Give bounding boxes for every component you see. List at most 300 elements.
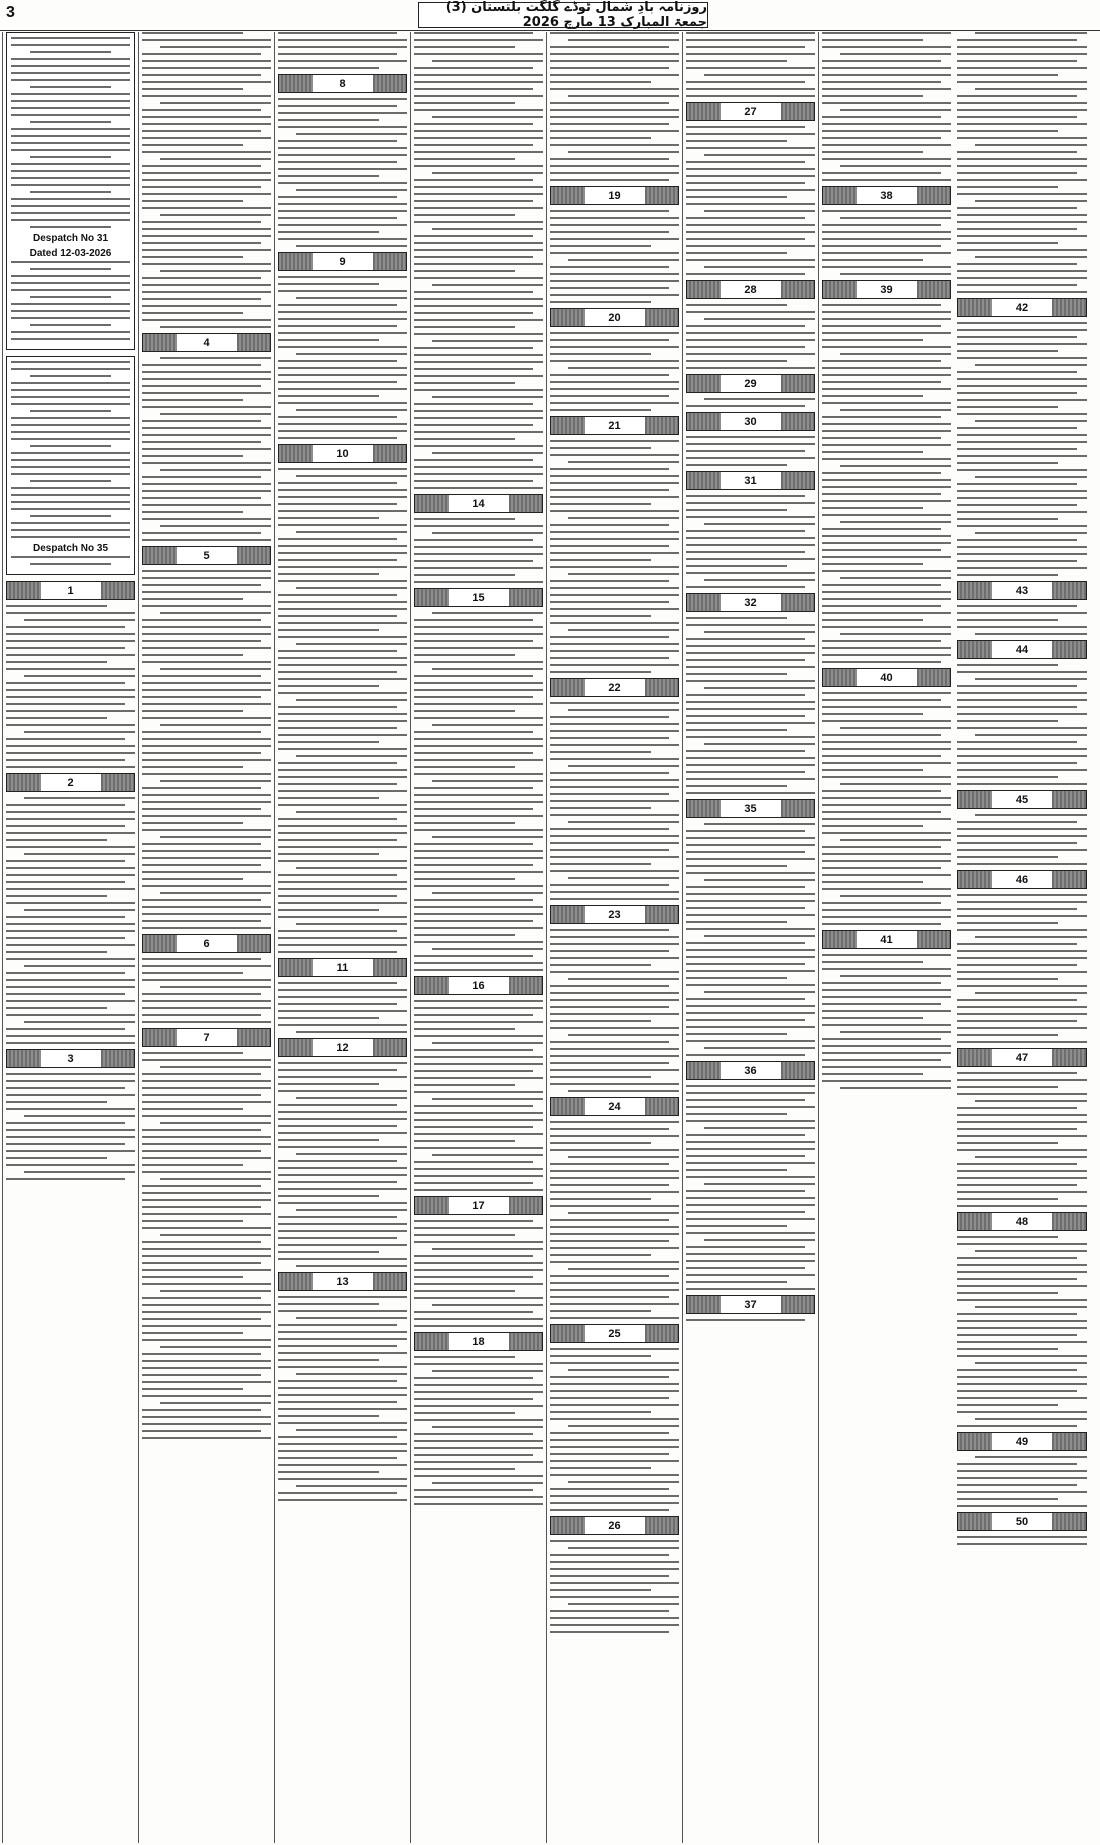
text-line (568, 1090, 679, 1092)
text-line (686, 217, 805, 219)
text-line (278, 360, 397, 362)
text-line (704, 579, 815, 581)
text-line (822, 158, 951, 160)
text-line (550, 636, 669, 638)
text-line (822, 989, 951, 991)
text-line (822, 584, 941, 586)
text-line (822, 982, 941, 984)
text-line (957, 1128, 1077, 1130)
text-line (957, 102, 1087, 104)
text-line (142, 60, 271, 62)
text-line (414, 745, 543, 747)
text-line (278, 175, 379, 177)
text-line (6, 944, 135, 946)
text-line (24, 731, 135, 733)
text-line (278, 790, 407, 792)
text-line (6, 916, 125, 918)
text-line (550, 60, 679, 62)
text-line (278, 283, 379, 285)
section-number: 28 (721, 281, 781, 298)
text-line (142, 1381, 271, 1383)
text-line (6, 1042, 135, 1044)
text-line (550, 496, 679, 498)
text-line (278, 650, 397, 652)
text-line (142, 759, 271, 761)
text-line (686, 436, 815, 438)
text-line (432, 1482, 543, 1484)
text-line (142, 116, 271, 118)
text-line (957, 193, 1087, 195)
text-line (686, 1267, 805, 1269)
text-line (686, 886, 805, 888)
text-line (822, 706, 951, 708)
text-line (142, 1367, 271, 1369)
text-line (414, 410, 543, 412)
text-line (278, 797, 379, 799)
text-line (278, 538, 397, 540)
notice-line (11, 212, 130, 214)
section-number-box (686, 280, 815, 299)
text-line (24, 965, 135, 967)
text-line (278, 147, 407, 149)
text-line (278, 996, 407, 998)
text-line (160, 1122, 271, 1124)
text-line (686, 196, 787, 198)
text-line (822, 549, 941, 551)
text-line (686, 673, 787, 675)
text-line (142, 731, 261, 733)
notice-line (11, 289, 130, 291)
text-line (414, 1363, 543, 1365)
text-line (550, 1170, 679, 1172)
text-line (686, 865, 787, 867)
text-line (142, 1101, 271, 1103)
text-line (278, 39, 407, 41)
text-line (142, 1360, 271, 1362)
text-line (550, 524, 669, 526)
text-line (822, 224, 941, 226)
section-number-box (6, 1049, 135, 1068)
text-line (278, 951, 397, 953)
text-line (550, 1310, 651, 1312)
text-line (278, 46, 407, 48)
text-line (550, 482, 679, 484)
text-line (550, 964, 651, 966)
text-line (142, 277, 261, 279)
text-line (142, 172, 271, 174)
text-line (957, 922, 1058, 924)
text-line (278, 217, 397, 219)
text-line (142, 773, 271, 775)
section-number-box (142, 934, 271, 953)
text-line (550, 1446, 679, 1448)
column-c4 (546, 32, 682, 1843)
text-line (686, 963, 805, 965)
text-line (432, 172, 543, 174)
text-line (414, 808, 533, 810)
text-line (550, 1303, 679, 1305)
text-line (278, 895, 397, 897)
text-line (957, 943, 1077, 945)
text-line (142, 696, 261, 698)
text-line (414, 546, 543, 548)
notice-line (11, 487, 130, 489)
text-line (142, 144, 243, 146)
text-line (975, 678, 1087, 680)
text-line (414, 1290, 515, 1292)
text-line (24, 797, 135, 799)
text-line (6, 766, 135, 768)
text-line (957, 263, 1077, 265)
text-line (957, 1334, 1077, 1336)
text-line (822, 500, 951, 502)
text-line (142, 518, 271, 520)
text-line (24, 1021, 135, 1023)
section-number: 17 (449, 1197, 509, 1214)
text-line (414, 913, 543, 915)
notice-line (11, 431, 130, 433)
text-line (822, 881, 923, 883)
text-line (686, 224, 815, 226)
section-number: 25 (585, 1325, 645, 1342)
text-line (278, 1296, 407, 1298)
text-line (432, 724, 543, 726)
text-line (414, 703, 543, 705)
text-line (957, 158, 1087, 160)
text-line (142, 1192, 271, 1194)
section-number: 44 (992, 641, 1052, 658)
text-line (957, 1313, 1077, 1315)
text-line (432, 452, 543, 454)
text-line (550, 294, 679, 296)
text-line (686, 1274, 815, 1276)
text-line (822, 179, 951, 181)
text-line (278, 290, 407, 292)
notice-dated: Dated 12-03-2026 (29, 248, 112, 259)
section-number-box (550, 1097, 679, 1116)
text-line (414, 864, 533, 866)
text-line (686, 360, 787, 362)
text-line (704, 1047, 815, 1049)
text-line (142, 787, 261, 789)
section-number: 36 (721, 1062, 781, 1079)
text-line (975, 1456, 1087, 1458)
text-line (822, 790, 941, 792)
text-line (414, 1161, 533, 1163)
text-line (278, 1167, 407, 1169)
text-line (414, 920, 533, 922)
text-line (822, 923, 941, 925)
text-line (686, 1176, 815, 1178)
text-line (432, 532, 543, 534)
notice-line (30, 156, 111, 158)
text-line (142, 993, 261, 995)
text-line (414, 473, 543, 475)
text-line (6, 1129, 135, 1131)
text-line (278, 1471, 379, 1473)
text-line (142, 1409, 261, 1411)
text-line (957, 1292, 1058, 1294)
text-line (142, 570, 271, 572)
text-line (414, 1084, 515, 1086)
text-line (957, 249, 1087, 251)
text-line (957, 343, 1087, 345)
text-line (822, 311, 951, 313)
text-line (414, 1126, 533, 1128)
text-line (686, 367, 815, 369)
text-line (957, 469, 1087, 471)
text-line (822, 231, 951, 233)
text-line (160, 780, 271, 782)
text-line (957, 53, 1087, 55)
section-number: 13 (313, 1273, 373, 1290)
text-line (414, 885, 543, 887)
text-line (142, 1014, 261, 1016)
section-number: 47 (992, 1049, 1052, 1066)
text-line (550, 1596, 679, 1598)
text-line (822, 556, 951, 558)
text-line (142, 364, 261, 366)
text-line (550, 1568, 679, 1570)
text-line (686, 666, 815, 668)
section-number: 21 (585, 417, 645, 434)
text-line (686, 551, 805, 553)
text-line (414, 326, 515, 328)
text-line (704, 210, 815, 212)
text-line (957, 1505, 1087, 1507)
text-line (704, 1183, 815, 1185)
text-line (296, 133, 407, 135)
text-line (686, 998, 805, 1000)
text-line (278, 1017, 379, 1019)
text-line (296, 1097, 407, 1099)
notice-line (11, 452, 130, 454)
text-line (142, 738, 271, 740)
text-line (6, 867, 135, 869)
text-line (957, 235, 1087, 237)
text-line (414, 647, 543, 649)
text-line (704, 154, 815, 156)
text-line (550, 842, 679, 844)
text-line (414, 955, 533, 957)
text-line (142, 221, 261, 223)
text-line (957, 1020, 1077, 1022)
text-line (278, 615, 397, 617)
text-line (686, 659, 805, 661)
text-line (686, 617, 787, 619)
text-line (278, 1237, 397, 1239)
text-line (278, 629, 379, 631)
text-line (6, 1143, 125, 1145)
text-line (6, 1136, 135, 1138)
text-line (550, 67, 669, 69)
text-line (278, 423, 407, 425)
text-line (278, 276, 407, 278)
text-line (142, 1129, 261, 1131)
text-line (6, 1178, 125, 1180)
text-line (686, 645, 815, 647)
text-line (142, 399, 243, 401)
text-line (160, 1402, 271, 1404)
text-line (432, 1248, 543, 1250)
text-line (142, 1416, 271, 1418)
text-line (550, 1069, 679, 1071)
text-line (6, 703, 125, 705)
text-line (686, 1148, 815, 1150)
text-line (278, 937, 407, 939)
section-number: 27 (721, 103, 781, 120)
text-line (975, 364, 1087, 366)
text-line (975, 1100, 1087, 1102)
text-line (840, 217, 951, 219)
section-number: 26 (585, 1517, 645, 1534)
text-line (6, 1007, 107, 1009)
text-line (278, 1069, 397, 1071)
text-line (822, 318, 951, 320)
text-line (142, 1213, 271, 1215)
text-line (975, 256, 1087, 258)
text-line (822, 853, 951, 855)
text-line (414, 801, 543, 803)
text-line (414, 934, 515, 936)
section-number-box (414, 1196, 543, 1215)
section-number: 5 (177, 547, 237, 564)
column-c5 (410, 32, 546, 1843)
text-line (432, 948, 543, 950)
text-line (957, 1184, 1077, 1186)
section-number-box (278, 1038, 407, 1057)
text-line (142, 605, 271, 607)
text-line (278, 1422, 407, 1424)
text-line (550, 1582, 679, 1584)
text-line (142, 661, 271, 663)
text-line (296, 531, 407, 533)
text-line (142, 1395, 271, 1397)
text-line (550, 1177, 679, 1179)
text-line (414, 1405, 543, 1407)
section-number-box (550, 678, 679, 697)
text-line (296, 189, 407, 191)
text-line (278, 203, 407, 205)
section-number-box (278, 74, 407, 93)
text-line (414, 1133, 543, 1135)
section-number: 16 (449, 977, 509, 994)
text-line (278, 339, 379, 341)
text-line (550, 1198, 651, 1200)
text-line (6, 818, 135, 820)
notice-line (30, 121, 111, 123)
text-line (550, 723, 679, 725)
text-line (704, 1239, 815, 1241)
text-line (278, 98, 407, 100)
text-line (142, 675, 261, 677)
text-line (957, 1027, 1087, 1029)
text-line (142, 972, 243, 974)
text-line (142, 298, 261, 300)
text-line (550, 1561, 679, 1563)
text-line (957, 39, 1077, 41)
text-line (822, 612, 951, 614)
text-line (822, 74, 951, 76)
text-line (414, 263, 543, 265)
section-number-box (957, 870, 1087, 889)
text-line (550, 929, 669, 931)
text-line (686, 1260, 815, 1262)
text-line (142, 752, 261, 754)
text-line (278, 881, 407, 883)
text-line (142, 1164, 243, 1166)
text-line (686, 502, 815, 504)
text-line (550, 46, 669, 48)
text-line (6, 1101, 107, 1103)
text-line (278, 1104, 397, 1106)
text-line (414, 752, 533, 754)
text-line (160, 326, 271, 328)
text-line (414, 1297, 543, 1299)
text-line (686, 259, 815, 261)
text-line (142, 815, 271, 817)
text-line (414, 696, 533, 698)
text-line (142, 1269, 271, 1271)
text-line (822, 570, 951, 572)
text-line (142, 979, 271, 981)
text-line (142, 1199, 271, 1201)
text-line (278, 874, 397, 876)
top-rule (0, 30, 1100, 31)
text-line (550, 608, 679, 610)
text-line (142, 591, 271, 593)
text-line (822, 102, 951, 104)
text-line (550, 1631, 669, 1633)
text-line (957, 1243, 1087, 1245)
section-number-box (822, 930, 951, 949)
court-notice (6, 32, 135, 350)
text-line (704, 879, 815, 881)
text-line (550, 615, 651, 617)
text-line (160, 1234, 271, 1236)
text-line (142, 689, 271, 691)
text-line (957, 385, 1087, 387)
text-line (957, 1341, 1087, 1343)
text-line (414, 1419, 543, 1421)
text-line (550, 301, 651, 303)
section-number-box (142, 546, 271, 565)
text-line (957, 720, 1058, 722)
text-line (686, 778, 815, 780)
notice-line (11, 403, 130, 405)
section-number: 7 (177, 1029, 237, 1046)
text-line (6, 626, 125, 628)
text-line (414, 403, 533, 405)
notice-line (11, 44, 130, 46)
text-line (686, 168, 815, 170)
text-line (296, 923, 407, 925)
text-line (822, 818, 951, 820)
section-number-box (142, 333, 271, 352)
text-line (975, 144, 1087, 146)
text-line (278, 140, 397, 142)
text-line (686, 1005, 815, 1007)
text-line (160, 668, 271, 670)
section-number: 10 (313, 445, 373, 462)
text-line (822, 755, 941, 757)
text-line (278, 594, 397, 596)
text-line (278, 853, 379, 855)
text-line (957, 971, 1087, 973)
text-line (142, 53, 261, 55)
text-line (414, 137, 543, 139)
text-line (822, 458, 951, 460)
